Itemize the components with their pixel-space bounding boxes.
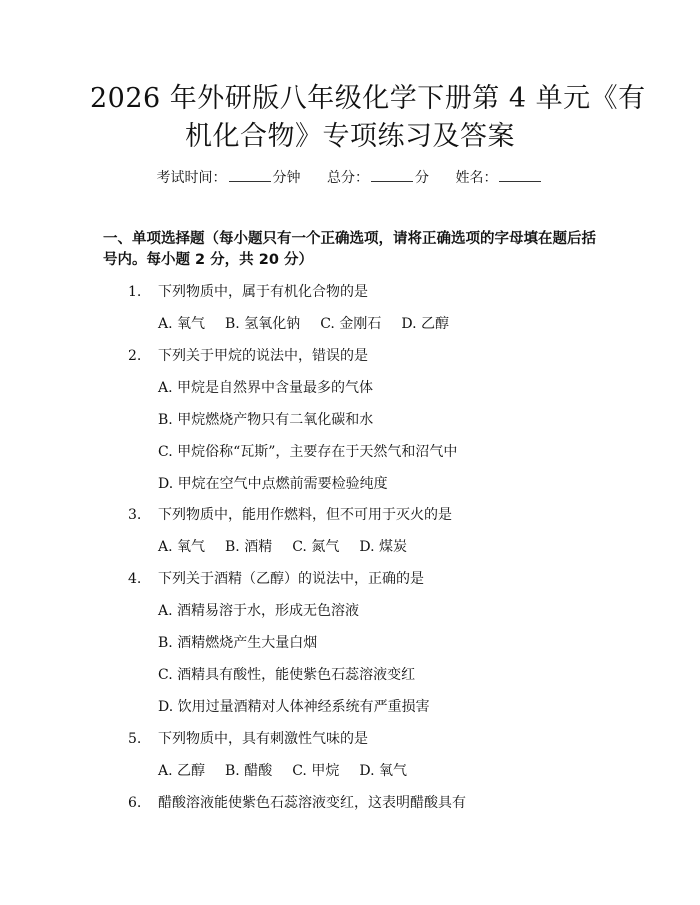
exam-time — [157, 167, 301, 188]
total-score-blank — [371, 167, 413, 182]
question-number: 3. — [128, 507, 142, 523]
option-b: B. 氢氧化钠 — [225, 316, 301, 332]
question-1 — [128, 282, 368, 302]
name-label: 姓名： — [455, 170, 498, 186]
section-heading: 一、单项选择题（每小题只有一个正确选项，请将正确选项的字母填在题后括号内。每小题 2 分，共 20 分） — [103, 231, 596, 268]
exam-time-unit: 分钟 — [272, 170, 301, 186]
question-stem: 醋酸溶液能使紫色石蕊溶液变红，这表明醋酸具有 — [158, 795, 466, 811]
option-d: D. 乙醇 — [401, 316, 449, 332]
question-3 — [128, 505, 452, 525]
exam-time-label: 考试时间： — [156, 170, 227, 186]
exam-time-blank — [229, 167, 271, 182]
question-stem: 下列关于酒精（乙醇）的说法中，正确的是 — [158, 571, 424, 587]
option-b: B. 酒精 — [225, 539, 273, 555]
question-4 — [128, 569, 424, 589]
total-score-label: 总分： — [327, 170, 369, 186]
question-1-options — [158, 314, 469, 334]
name-blank — [499, 167, 541, 182]
option-c: C. 氮气 — [292, 539, 340, 555]
question-number: 2. — [128, 348, 142, 364]
option-b: B. 酒精燃烧产生大量白烟 — [158, 635, 318, 651]
question-stem: 下列关于甲烷的说法中，错误的是 — [158, 348, 368, 364]
question-5 — [128, 729, 368, 749]
option-a: A. 氧气 — [158, 316, 206, 332]
option-a: A. 酒精易溶于水，形成无色溶液 — [158, 603, 360, 619]
option-a: A. 甲烷是自然界中含量最多的气体 — [158, 380, 374, 396]
question-6 — [128, 793, 466, 813]
title-line-2: 机化合物》专项练习及答案 — [185, 121, 515, 152]
question-2 — [128, 346, 368, 366]
option-d: D. 饮用过量酒精对人体神经系统有严重损害 — [158, 699, 430, 715]
total-score — [327, 167, 429, 188]
question-3-options — [158, 537, 427, 557]
question-number: 4. — [128, 571, 142, 587]
option-c: C. 金刚石 — [320, 316, 382, 332]
option-b: B. 甲烷燃烧产物只有二氧化碳和水 — [158, 412, 374, 428]
option-a: A. 氧气 — [158, 539, 206, 555]
page-title — [90, 80, 646, 156]
question-stem: 下列物质中，能用作燃料，但不可用于灭火的是 — [158, 507, 452, 523]
option-d: D. 煤炭 — [359, 539, 407, 555]
option-c: C. 甲烷 — [292, 763, 340, 779]
question-stem: 下列物质中，属于有机化合物的是 — [158, 284, 368, 300]
title-line-1: 2026 年外研版八年级化学下册第 4 单元《有 — [90, 83, 646, 114]
question-stem: 下列物质中，具有刺激性气味的是 — [158, 731, 368, 747]
option-c: C. 甲烷俗称“瓦斯”，主要存在于天然气和沼气中 — [158, 444, 458, 460]
question-number: 5. — [128, 731, 142, 747]
option-b: B. 醋酸 — [225, 763, 273, 779]
option-d: D. 氧气 — [359, 763, 407, 779]
total-score-unit: 分 — [415, 170, 429, 186]
question-5-options — [158, 761, 427, 781]
question-number: 6. — [128, 795, 142, 811]
question-number: 1. — [128, 284, 142, 300]
student-name — [455, 167, 543, 188]
option-d: D. 甲烷在空气中点燃前需要检验纯度 — [158, 476, 388, 492]
exam-meta — [0, 167, 700, 188]
option-c: C. 酒精具有酸性，能使紫色石蕊溶液变红 — [158, 667, 416, 683]
option-a: A. 乙醇 — [158, 763, 206, 779]
